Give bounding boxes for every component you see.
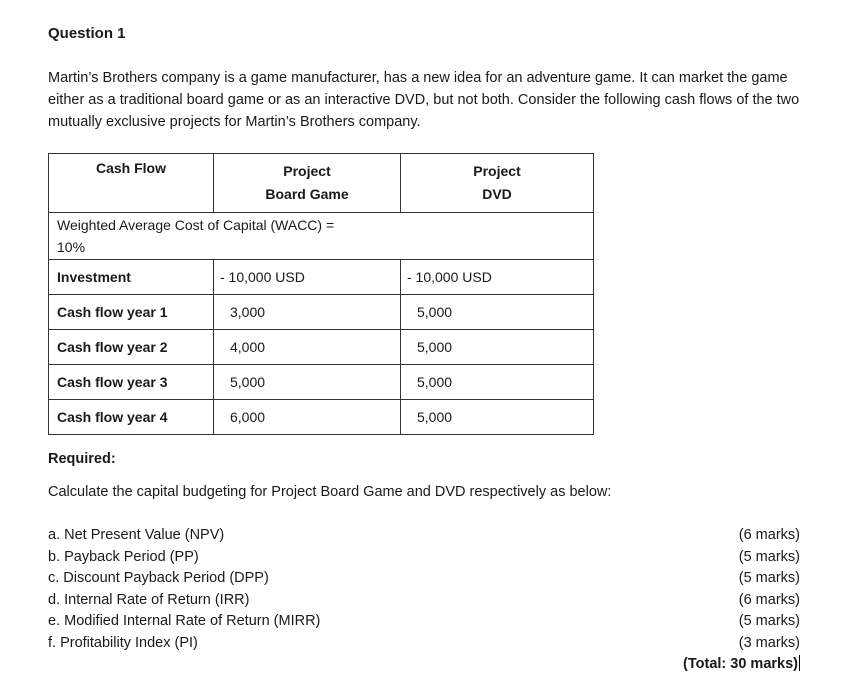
dvd-value: 5,000 bbox=[401, 295, 594, 330]
task-list bbox=[48, 525, 800, 676]
task-marks: (5 marks) bbox=[738, 570, 800, 586]
row-label: Cash flow year 3 bbox=[49, 365, 214, 400]
header-dvd bbox=[401, 154, 594, 213]
question-title: Question 1 bbox=[48, 25, 126, 42]
task-text: f. Profitability Index (PI) bbox=[48, 634, 198, 651]
header-board-game bbox=[214, 154, 401, 213]
task-text: d. Internal Rate of Return (IRR) bbox=[48, 591, 250, 608]
task-marks: (5 marks) bbox=[738, 548, 800, 565]
task-text: a. Net Present Value (NPV) bbox=[48, 527, 225, 543]
total-marks-line bbox=[48, 654, 800, 676]
list-item bbox=[48, 611, 800, 633]
wacc-row bbox=[49, 213, 594, 260]
dvd-value: 5,000 bbox=[401, 330, 594, 365]
table-row bbox=[49, 330, 594, 365]
table-row bbox=[49, 365, 594, 400]
cash-flow-table bbox=[48, 153, 594, 435]
row-label: Investment bbox=[49, 260, 214, 295]
required-heading: Required: bbox=[48, 451, 116, 467]
text-cursor bbox=[799, 655, 800, 671]
header-dvd-line1: Project bbox=[473, 163, 521, 179]
row-label: Cash flow year 1 bbox=[49, 295, 214, 330]
header-board-line2: Board Game bbox=[265, 186, 349, 202]
total-marks: (Total: 30 marks) bbox=[683, 656, 798, 672]
intro-paragraph: Martin’s Brothers company is a game manufacturer, has a new idea for an adventure game. It can market the game either as a traditional board game or as an interactive DVD, but not both. Consider the following cash flows of the two mutually exclusive projects for Martin’s Brothers company. bbox=[48, 70, 800, 130]
dvd-value: 5,000 bbox=[401, 400, 594, 435]
list-item bbox=[48, 525, 800, 547]
table-row bbox=[49, 260, 594, 295]
task-text: b. Payback Period (PP) bbox=[48, 548, 199, 565]
board-game-value: 5,000 bbox=[214, 365, 401, 400]
task-marks: (3 marks) bbox=[738, 634, 800, 651]
board-game-value: - 10,000 USD bbox=[214, 260, 401, 295]
wacc-cell bbox=[49, 213, 594, 260]
wacc-value: 10% bbox=[57, 239, 86, 255]
dvd-value: - 10,000 USD bbox=[401, 260, 594, 295]
task-marks: (6 marks) bbox=[738, 591, 800, 608]
task-text: c. Discount Payback Period (DPP) bbox=[48, 570, 269, 586]
task-marks: (5 marks) bbox=[738, 613, 800, 629]
task-marks: (6 marks) bbox=[738, 527, 800, 543]
row-label: Cash flow year 2 bbox=[49, 330, 214, 365]
list-item bbox=[48, 568, 800, 590]
table-header-row bbox=[49, 154, 594, 213]
row-label: Cash flow year 4 bbox=[49, 400, 214, 435]
table-row bbox=[49, 400, 594, 435]
board-game-value: 6,000 bbox=[214, 400, 401, 435]
list-item bbox=[48, 633, 800, 655]
header-board-line1: Project bbox=[283, 163, 331, 179]
calc-instruction: Calculate the capital budgeting for Project Board Game and DVD respectively as below: bbox=[48, 484, 612, 500]
dvd-value: 5,000 bbox=[401, 365, 594, 400]
wacc-label: Weighted Average Cost of Capital (WACC) = bbox=[57, 217, 335, 233]
header-dvd-line2: DVD bbox=[482, 186, 512, 202]
table-row bbox=[49, 295, 594, 330]
board-game-value: 3,000 bbox=[214, 295, 401, 330]
header-cash-flow-label: Cash Flow bbox=[95, 160, 166, 176]
board-game-value: 4,000 bbox=[214, 330, 401, 365]
task-text: e. Modified Internal Rate of Return (MIRR) bbox=[48, 613, 321, 629]
list-item bbox=[48, 590, 800, 612]
list-item bbox=[48, 547, 800, 569]
header-cash-flow bbox=[49, 154, 214, 213]
